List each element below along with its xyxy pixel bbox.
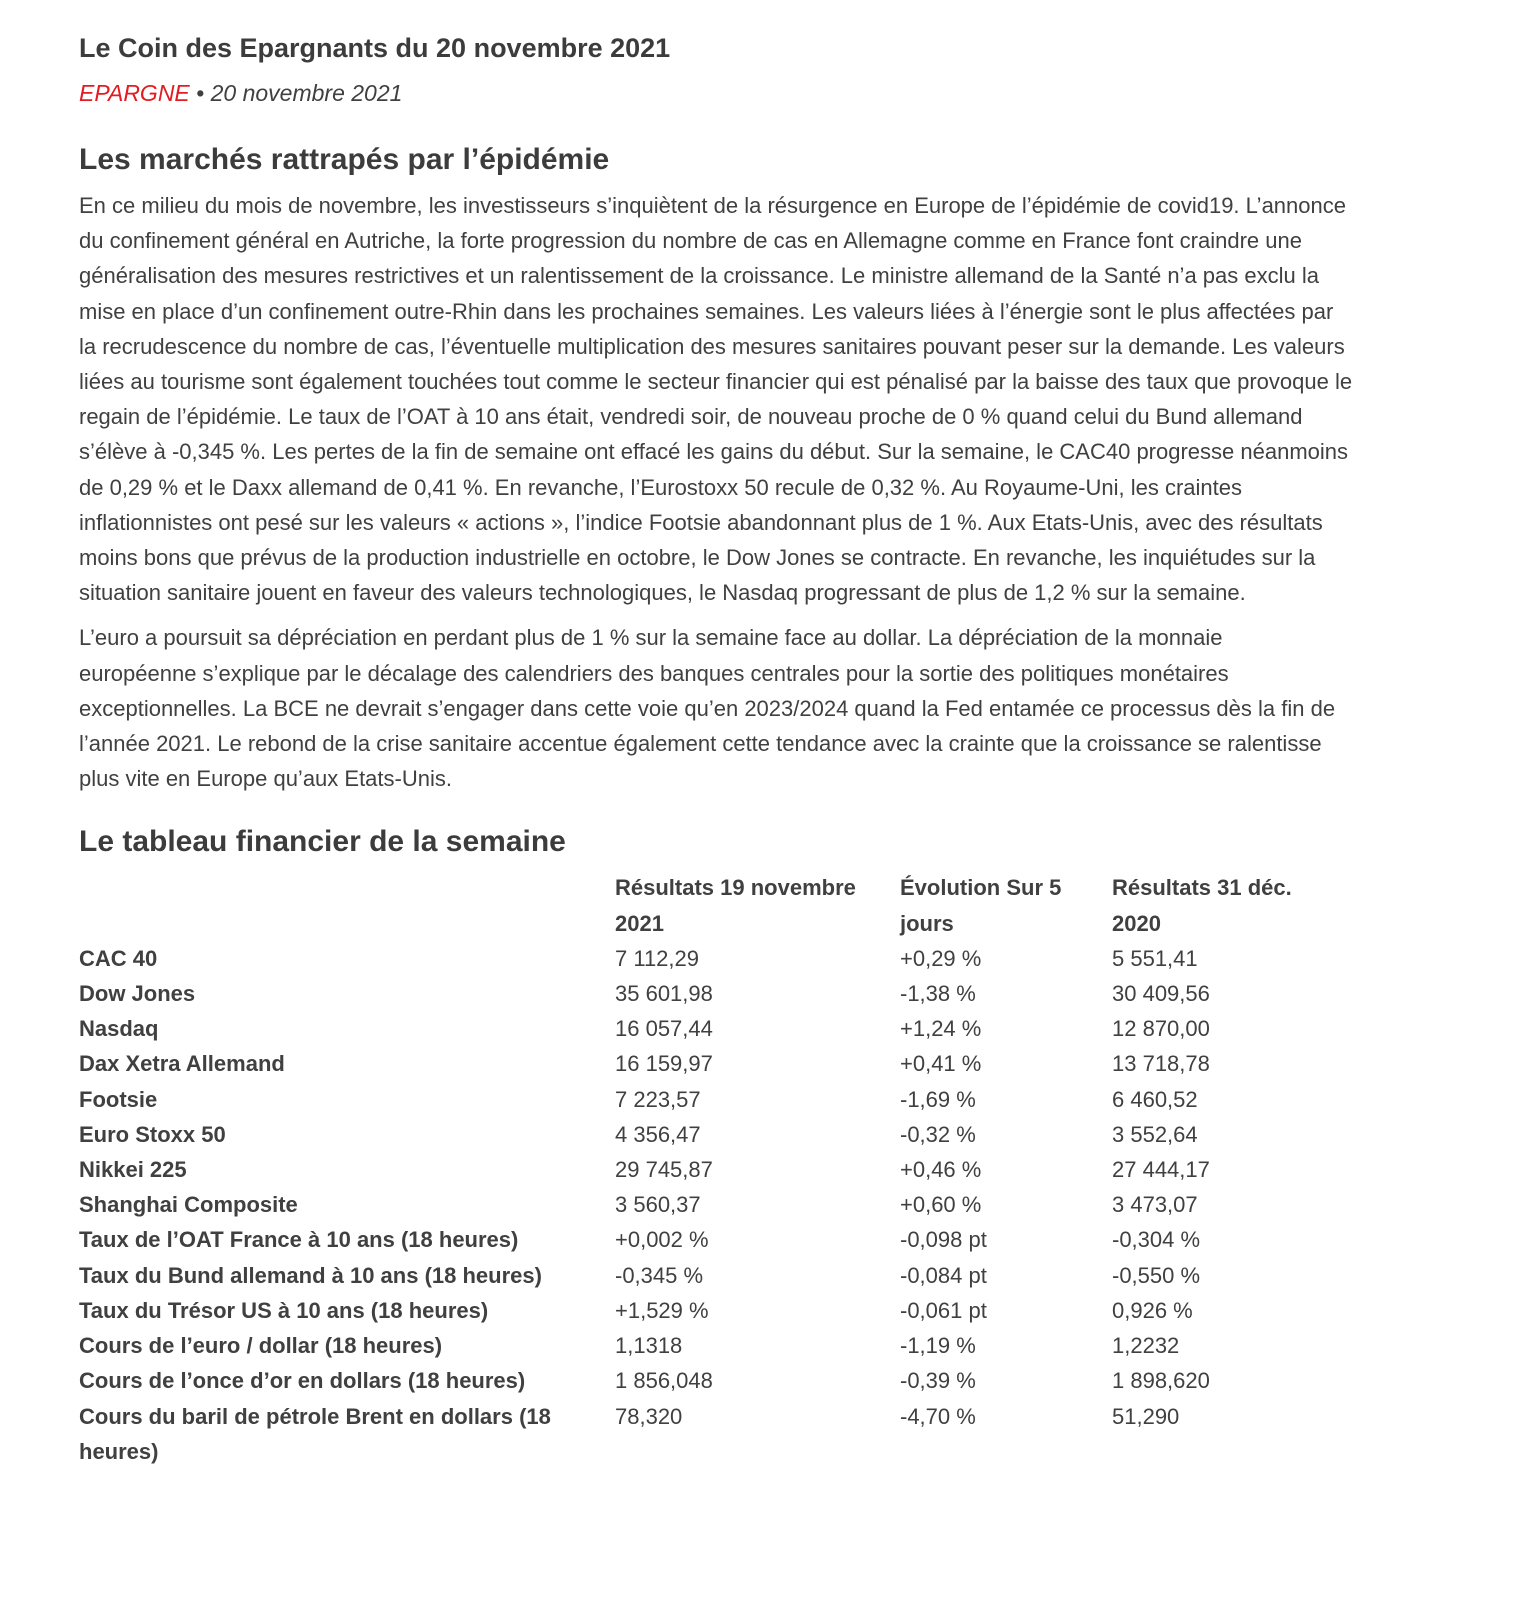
row-label: Euro Stoxx 50: [79, 1121, 226, 1147]
value-2020: 12 870,00: [1112, 1016, 1210, 1042]
value-2020: 13 718,78: [1112, 1051, 1210, 1077]
value-2020: -0,304 %: [1112, 1227, 1201, 1253]
value-2021: 7 112,29: [615, 945, 700, 971]
evolution-5-days: -1,19 %: [900, 1333, 976, 1359]
category-link[interactable]: EPARGNE: [79, 80, 190, 106]
header-cell: [79, 870, 615, 940]
header-cell: Évolution Sur 5 jours: [900, 875, 1062, 936]
evolution-5-days: +0,41 %: [900, 1051, 982, 1077]
evolution-5-days: -4,70 %: [900, 1403, 976, 1429]
table-row: [79, 941, 1332, 976]
table-row: [79, 1399, 1332, 1469]
value-2020: 1,2232: [1112, 1333, 1180, 1359]
paragraph: L’euro a poursuit sa dépréciation en perdant plus de 1 % sur la semaine face au dollar. La dépréciation de la monnaie européenne s’explique par le décalage des calendriers des banques centrales pour la sortie des politiques monétaires exceptionnelles. La BCE ne devrait s’engager dans cette voie qu’en 2023/2024 quand la Fed entamée ce processus dès la fin de l’année 2021. Le rebond de la crise sanitaire accentue également cette tendance avec la crainte que la croissance se ralentisse plus vite en Europe qu’aux Etats-Unis.: [79, 625, 1336, 792]
value-2021: 16 159,97: [615, 1051, 713, 1077]
row-label: Cours du baril de pétrole Brent en dollars (18 heures): [79, 1403, 551, 1464]
table-row: [79, 1258, 1332, 1293]
evolution-5-days: +1,24 %: [900, 1016, 982, 1042]
value-2020: 30 409,56: [1112, 981, 1210, 1007]
paragraph: En ce milieu du mois de novembre, les investisseurs s’inquiètent de la résurgence en Europe de l’épidémie de covid19. L’annonce du confinement général en Autriche, la forte progression du nombre de cas en Allemagne comme en France font craindre une généralisation des mesures restrictives et un ralentissement de la croissance. Le ministre allemand de la Santé n’a pas exclu la mise en place d’un confinement outre-Rhin dans les prochaines semaines. Les valeurs liées à l’énergie sont le plus affectées par la recrudescence du nombre de cas, l’éventuelle multiplication des mesures sanitaires pouvant peser sur la demande. Les valeurs liées au tourisme sont également touchées tout comme le secteur financier qui est pénalisé par la baisse des taux que provoque le regain de l’épidémie. Le taux de l’OAT à 10 ans était, vendredi soir, de nouveau proche de 0 % quand celui du Bund allemand s’élève à -0,345 %. Les pertes de la fin de semaine ont effacé les gains du début. Sur la semaine, le CAC40 progresse néanmoins de 0,29 % et le Daxx allemand de 0,41 %. En revanche, l’Eurostoxx 50 recule de 0,32 %. Au Royaume-Uni, les craintes inflationnistes ont pesé sur les valeurs « actions », l’indice Footsie abandonnant plus de 1 %. Aux Etats-Unis, avec des résultats moins bons que prévus de la production industrielle en octobre, le Dow Jones se contracte. En revanche, les inquiétudes sur la situation sanitaire jouent en faveur des valeurs technologiques, le Nasdaq progressant de plus de 1,2 % sur la semaine.: [79, 193, 1353, 606]
value-2020: 6 460,52: [1112, 1086, 1198, 1112]
value-2021: 7 223,57: [615, 1086, 701, 1112]
value-2020: -0,550 %: [1112, 1262, 1201, 1288]
value-2021: +1,529 %: [615, 1297, 709, 1323]
row-label: Nasdaq: [79, 1016, 159, 1042]
evolution-5-days: +0,29 %: [900, 945, 982, 971]
table-row: [79, 976, 1332, 1011]
value-2021: 1 856,048: [615, 1368, 713, 1394]
row-label: CAC 40: [79, 945, 158, 971]
row-label: Cours de l’once d’or en dollars (18 heures): [79, 1368, 526, 1394]
value-2020: 3 552,64: [1112, 1121, 1198, 1147]
table-row: [79, 1293, 1332, 1328]
table-row: [79, 1011, 1332, 1046]
evolution-5-days: -0,084 pt: [900, 1262, 987, 1288]
table-header-row: [79, 870, 1332, 940]
row-label: Cours de l’euro / dollar (18 heures): [79, 1333, 443, 1359]
evolution-5-days: -1,38 %: [900, 981, 976, 1007]
section-heading-markets: Les marchés rattrapés par l’épidémie: [79, 143, 610, 176]
evolution-5-days: -0,32 %: [900, 1121, 976, 1147]
row-label: Footsie: [79, 1086, 158, 1112]
row-label: Taux du Trésor US à 10 ans (18 heures): [79, 1297, 489, 1323]
section-heading-financial-table: Le tableau financier de la semaine: [79, 825, 566, 859]
table-row: [79, 1187, 1332, 1222]
value-2021: 29 745,87: [615, 1157, 713, 1183]
post-meta: [79, 76, 1359, 110]
evolution-5-days: -0,098 pt: [900, 1227, 987, 1253]
header-cell: Résultats 31 déc. 2020: [1112, 875, 1292, 936]
value-2021: -0,345 %: [615, 1262, 704, 1288]
value-2020: 3 473,07: [1112, 1192, 1198, 1218]
table-row: [79, 1152, 1332, 1187]
evolution-5-days: +0,60 %: [900, 1192, 982, 1218]
value-2020: 51,290: [1112, 1403, 1180, 1429]
evolution-5-days: -0,061 pt: [900, 1297, 987, 1323]
value-2021: 78,320: [615, 1403, 683, 1429]
row-label: Nikkei 225: [79, 1157, 187, 1183]
value-2020: 5 551,41: [1112, 945, 1198, 971]
financial-table: [79, 870, 1332, 1468]
row-label: Taux de l’OAT France à 10 ans (18 heures): [79, 1227, 519, 1253]
evolution-5-days: -0,39 %: [900, 1368, 976, 1394]
table-row: [79, 1117, 1332, 1152]
value-2021: 35 601,98: [615, 981, 713, 1007]
table-row: [79, 1046, 1332, 1081]
row-label: Dax Xetra Allemand: [79, 1051, 285, 1077]
table-row: [79, 1222, 1332, 1257]
value-2021: 16 057,44: [615, 1016, 713, 1042]
value-2020: 1 898,620: [1112, 1368, 1210, 1394]
meta-separator: •: [189, 80, 211, 106]
value-2021: 1,1318: [615, 1333, 683, 1359]
evolution-5-days: -1,69 %: [900, 1086, 976, 1112]
value-2021: 4 356,47: [615, 1121, 701, 1147]
value-2021: +0,002 %: [615, 1227, 709, 1253]
row-label: Taux du Bund allemand à 10 ans (18 heures): [79, 1262, 542, 1288]
table-row: [79, 1363, 1332, 1398]
table-row: [79, 1082, 1332, 1117]
row-label: Shanghai Composite: [79, 1192, 298, 1218]
post-date: 20 novembre 2021: [210, 80, 403, 106]
value-2020: 27 444,17: [1112, 1157, 1210, 1183]
row-label: Dow Jones: [79, 981, 196, 1007]
evolution-5-days: +0,46 %: [900, 1157, 982, 1183]
header-cell: Résultats 19 novembre 2021: [615, 875, 856, 936]
value-2021: 3 560,37: [615, 1192, 701, 1218]
article: [79, 20, 1359, 1469]
value-2020: 0,926 %: [1112, 1297, 1193, 1323]
table-row: [79, 1328, 1332, 1363]
post-title: Le Coin des Epargnants du 20 novembre 2021: [79, 33, 671, 63]
